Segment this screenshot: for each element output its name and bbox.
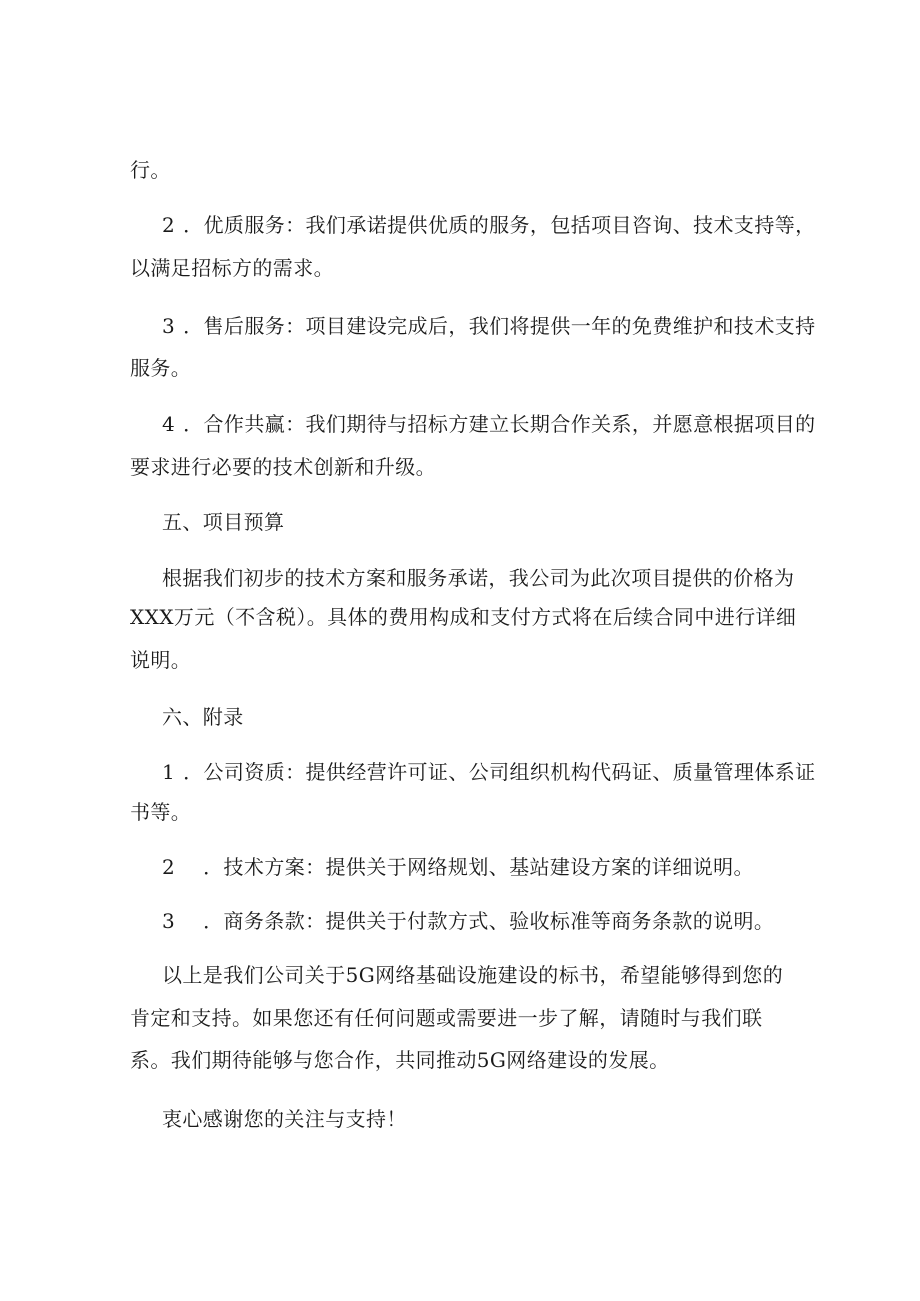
section-5-heading: 五、项目预算 (162, 510, 285, 534)
appendix-item-2-line1 (162, 855, 754, 879)
appendix-item-2-number: 2 (162, 855, 176, 879)
appendix-item-3-text: ．商务条款：提供关于付款方式、验收标准等商务条款的说明。 (203, 909, 775, 933)
closing-para-line1: 以上是我们公司关于5G网络基础设施建设的标书，希望能够得到您的 (162, 963, 784, 987)
section-6-heading: 六、附录 (162, 705, 244, 729)
service-item-4-text: ．合作共赢：我们期待与招标方建立长期合作关系，并愿意根据项目的 (183, 412, 816, 436)
service-item-4-line2: 要求进行必要的技术创新和升级。 (130, 455, 436, 479)
service-item-2-line2: 以满足招标方的需求。 (130, 256, 334, 280)
appendix-item-1-line1 (162, 760, 816, 784)
appendix-item-3-line1 (162, 909, 774, 933)
closing-para-line2: 肯定和支持。如果您还有任何问题或需要进一步了解，请随时与我们联 (130, 1006, 763, 1030)
intro-tail: 行。 (130, 158, 171, 182)
service-item-3-text: ．售后服务：项目建设完成后，我们将提供一年的免费维护和技术支持 (183, 314, 816, 338)
service-item-2-number: 2 (162, 213, 176, 237)
service-item-2-text: ．优质服务：我们承诺提供优质的服务，包括项目咨询、技术支持等， (183, 213, 816, 237)
service-item-2-line1 (162, 213, 816, 237)
appendix-item-2-text: ．技术方案：提供关于网络规划、基站建设方案的详细说明。 (203, 855, 754, 879)
budget-para-line1: 根据我们初步的技术方案和服务承诺，我公司为此次项目提供的价格为 (162, 566, 795, 590)
budget-para-line3: 说明。 (130, 648, 192, 672)
service-item-4-line1 (162, 412, 816, 436)
appendix-item-3-number: 3 (162, 909, 176, 933)
appendix-item-1-number: 1 (162, 760, 176, 784)
service-item-3-number: 3 (162, 314, 176, 338)
service-item-3-line2: 服务。 (130, 356, 192, 380)
budget-para-line2: XXX万元（不含税）。具体的费用构成和支付方式将在后续合同中进行详细 (130, 605, 797, 629)
service-item-4-number: 4 (162, 412, 176, 436)
closing-para-line3: 系。我们期待能够与您合作，共同推动5G网络建设的发展。 (130, 1048, 670, 1072)
appendix-item-1-text: ．公司资质：提供经营许可证、公司组织机构代码证、质量管理体系证 (183, 760, 816, 784)
service-item-3-line1 (162, 314, 816, 338)
appendix-item-1-line2: 书等。 (130, 800, 192, 824)
closing-thanks: 衷心感谢您的关注与支持！ (162, 1107, 407, 1131)
